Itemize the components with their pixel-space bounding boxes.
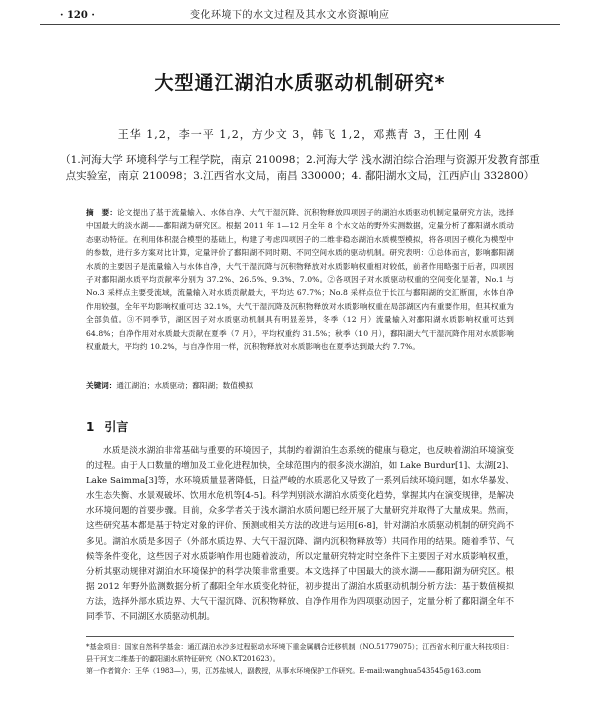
section-title: 引言 <box>104 420 129 434</box>
footnotes <box>86 636 514 677</box>
abstract-label: 摘 要： <box>86 208 118 217</box>
footnote-author: 第一作者简介：王华（1983—），男，江苏盐城人，副教授，从事水环境保护工作研究。E-mail:wanghua543545@163.com <box>86 667 481 675</box>
section-number: 1 <box>86 420 95 434</box>
keywords <box>86 379 514 392</box>
keywords-text: 通江湖泊；水质驱动；鄱阳湖；数值模拟 <box>116 381 254 390</box>
introduction-paragraph: 水质是淡水湖泊非常基础与重要的环境因子，其制约着湖泊生态系统的健康与稳定，也反映着湖泊环境演变的过程。由于人口数量的增加及工业化进程加快，全球范围内的很多淡水湖泊，如 Lake Burdur[1]、太湖[2]、Lake Saimma[3]等，水环境质量显著降低，日益严峻的水质恶化又导致了一系列后续环境问题，如水华暴发、水生态失衡、水景观破坏、饮用水危机等[4-5]。科学判别淡水湖泊水质变化趋势，掌握其内在演变规律，是解决水环境问题的首要步骤。目前，众多学者关于浅水湖泊水质问题已经开展了大量研究并取得了大量成果。然而，这些研究基本都是基于特定对象的评价、预测或相关方法的改进与运用[6-8]，针对湖泊水质驱动机制的研究尚不多见。湖泊水质是多因子（外部水质边界、大气干湿沉降、湖内沉积物释放等）共同作用的结果。随着季节、气候等条件变化，这些因子对水质影响作用也随着波动，所以定量研究特定时空条件下主要因子对水质影响权重，分析其驱动规律对湖泊水环境保护的科学决策非常重要。本文选择了中国最大的淡水湖——鄱阳湖为研究区。根据 2012 年野外监测数据分析了鄱阳全年水质变化特征，初步提出了湖泊水质驱动机制分析方法：基于数值模拟方法，选择外部水质边界、大气干湿沉降、沉积物释放、自净作用作为四项驱动因子，定量分析了鄱阳湖全年不同季节、不同湖区水质驱动机制。 <box>86 446 514 623</box>
running-title: 变化环境下的水文过程及其水文水资源响应 <box>190 10 390 21</box>
keywords-label: 关键词： <box>86 381 117 390</box>
abstract-text: 论文提出了基于流量输入、水体自净、大气干湿沉降、沉积物释放四项因子的湖泊水质驱动机制定量研究方法，选择中国最大的淡水湖——鄱阳湖为研究区。根据 2011 年 1—12 月全年 8 个水文站的野外实测数据，定量分析了鄱阳湖水质动态驱动特征。在利用体积混合模型的基础上，构建了考虑四项因子的二维非稳态湖泊水质模型模拟，将各项因子模化为模型中的参数，进行多方案对比计算，定量评价了鄱阳湖不同时期、不同空间水质的驱动机制。研究表明：①总体而言，影响鄱阳湖水质的主要因子是流量输入与水体自净，大气干湿沉降与沉积物释放对水质影响权重相对较低，前者作用略强于后者，四项因子对鄱阳湖水质平均贡献率分别为 37.2%、26.5%、9.3%、7.0%。②各项因子对水质驱动权重的空间变化显著，No.1 与 No.3 采样点主要受流域，流量输入对水质贡献最大，平均达 67.7%；No.8 采样点位于长江与鄱阳湖的交汇断面，水体自净作用较强，全年平均影响权重可达 32.1%，大气干湿沉降及沉积物释放对水质影响权重在局部湖区内有重要作用，但其权重为全部负值。③不同季节，湖区因子对水质驱动机制具有明显差异，冬季（12 月）流量输入对鄱阳湖水质影响权重可达到 64.8%；自净作用对水质最大贡献在夏季（7 月），平均权重约 31.5%；秋季（10 月），鄱阳湖大气干湿沉降作用对水质影响权重最大，平均约 10.2%，与自净作用一样，沉积物释放对水质影响也在夏季达到最大约 7.7%。 <box>86 208 515 352</box>
page-number: · 120 · <box>60 10 95 21</box>
footnote-funding: *基金项目：国家自然科学基金：通江湖泊水沙多过程驱动水环境下重金属耦合迁移机制（NO.51779075）；江西省水利厅重大科技项目：县干河支二维基于的鄱阳湖水质特征研究（NO.KT201623）。 <box>86 643 514 663</box>
section-heading <box>86 418 128 435</box>
abstract <box>86 206 514 353</box>
running-header <box>40 8 560 25</box>
affiliations: （1.河海大学 环境科学与工程学院，南京 210098；2.河海大学 浅水湖泊综合治理与资源开发教育部重点实验室，南京 210098；3.江西省水文局，南昌 330000；4. 鄱阳湖水文局，江西庐山 332800） <box>60 154 540 182</box>
authors: 王华 1,2，李一平 1,2，方少文 3，韩飞 1,2，邓燕青 3，王仕刚 4 <box>117 128 483 141</box>
paper-title: 大型通江湖泊水质驱动机制研究* <box>154 72 446 94</box>
